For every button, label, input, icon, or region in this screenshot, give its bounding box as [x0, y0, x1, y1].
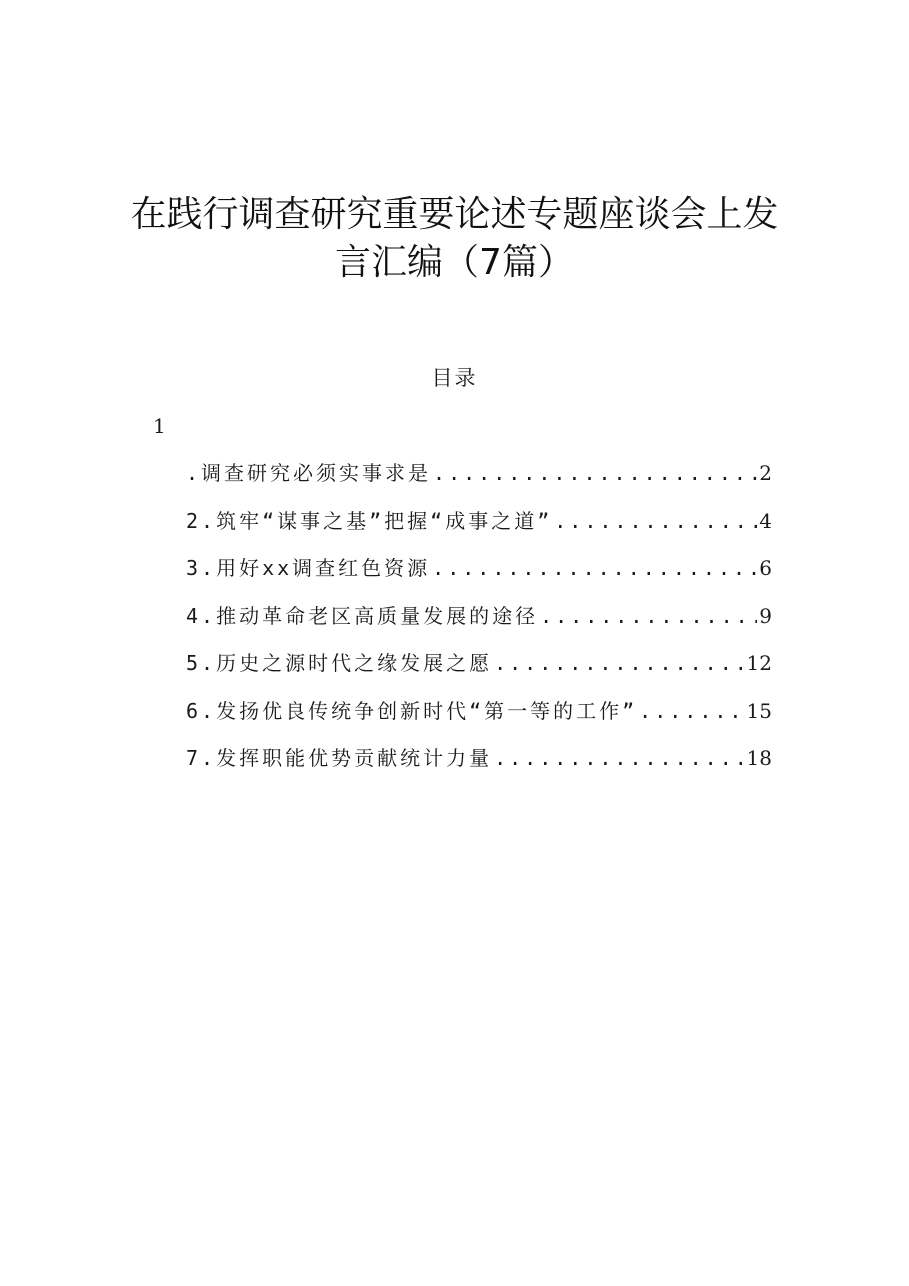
toc-entry-title: 2.筑牢“谋事之基”把握“成事之道” [186, 508, 553, 533]
toc-entry-6[interactable] [186, 697, 772, 745]
toc-leader-dots [432, 554, 757, 582]
toc-entry-page: 2 [759, 461, 772, 485]
table-of-contents [186, 459, 772, 792]
toc-entry-page: 9 [759, 603, 772, 628]
toc-entry-4[interactable] [186, 602, 772, 650]
toc-heading: 目录 [431, 366, 478, 390]
toc-entry-5[interactable] [186, 649, 772, 697]
toc-leader-dots [540, 602, 757, 630]
toc-entry-title: 6.发扬优良传统争创新时代“第一等的工作” [186, 698, 638, 723]
toc-leader-dots [639, 697, 744, 725]
toc-entry-1[interactable] [186, 459, 772, 507]
toc-entry-title: .调查研究必须实事求是 [186, 461, 432, 485]
toc-leader-dots [494, 649, 744, 677]
toc-entry-3[interactable] [186, 554, 772, 602]
toc-entry-title: 4.推动革命老区高质量发展的途径 [186, 603, 539, 628]
toc-entry-title: 5.历史之源时代之缘发展之愿 [186, 651, 493, 675]
toc-leader-dots [554, 507, 757, 535]
toc-leader-dots [433, 459, 757, 487]
toc-prefix-number: 1 [153, 414, 166, 438]
toc-leader-dots [494, 744, 744, 772]
toc-entry-page: 18 [746, 746, 772, 770]
toc-entry-title: 7.发挥职能优势贡献统计力量 [186, 746, 493, 770]
toc-entry-2[interactable] [186, 507, 772, 555]
toc-entry-title: 3.用好xx调查红色资源 [186, 556, 431, 580]
toc-entry-page: 4 [759, 508, 772, 533]
toc-entry-page: 12 [746, 651, 772, 675]
toc-entry-page: 6 [759, 556, 772, 580]
toc-entry-page: 15 [746, 698, 772, 723]
document-title-line-2: 言汇编（7篇） [335, 242, 574, 283]
toc-entry-7[interactable] [186, 744, 772, 792]
document-title-line-1: 在践行调查研究重要论述专题座谈会上发 [130, 194, 779, 235]
